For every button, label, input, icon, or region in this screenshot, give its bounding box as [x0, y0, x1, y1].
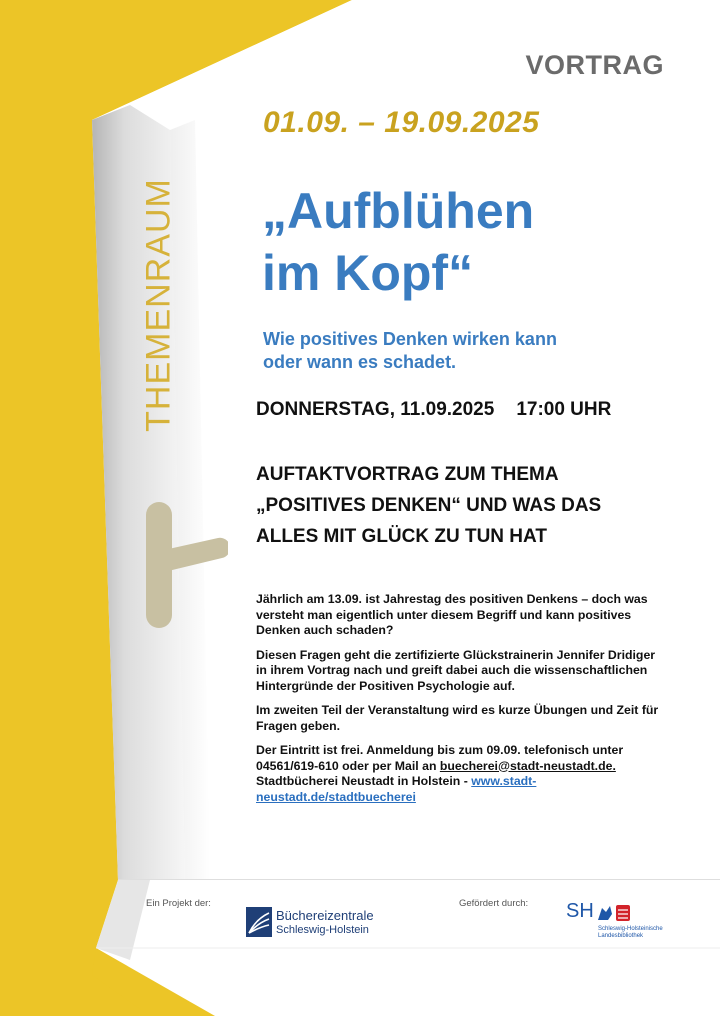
buechereizentrale-logo [246, 907, 406, 939]
page-title [262, 180, 534, 304]
event-type-label: VORTRAG [525, 50, 664, 80]
subheading-line-1: AUFTAKTVORTRAG ZUM THEMA [256, 464, 559, 485]
subtitle-line-2: oder wann es schadet. [263, 352, 457, 372]
body-paragraph-1: Jährlich am 13.09. ist Jahrestag des positiven Denkens – doch was versteht man eigentlich unter diesem Begriff und kann positives Denken auch schaden? [256, 592, 648, 637]
date-range: 01.09. – 19.09.2025 [263, 106, 540, 139]
partner1-region: Schleswig-Holstein [276, 924, 369, 936]
title-line-2: im Kopf“ [262, 245, 474, 301]
body-text [256, 592, 666, 814]
door-handle-graphic [146, 502, 228, 628]
email-link[interactable]: buecherei@stadt-neustadt.de. [439, 758, 616, 773]
website-link[interactable]: www.stadt-neustadt.de/stadtbuecherei [256, 774, 537, 804]
library-name: Stadtbücherei Neustadt in Holstein - [256, 774, 472, 788]
subheading-line-2: „POSITIVES DENKEN“ UND WAS DAS [256, 495, 602, 516]
partner1-name: Büchereizentrale [276, 908, 374, 923]
themenraum-vertical-label: THEMENRAUM [139, 178, 178, 432]
funded-label: Gefördert durch: [459, 898, 529, 909]
coat-of-arms-icon [596, 902, 632, 924]
partner2-name-line-2: Landesbibliothek [598, 933, 644, 939]
subtitle [263, 328, 557, 374]
book-waves-icon [246, 907, 272, 937]
body-paragraph-2: Diesen Fragen geht die zertifizierte Glückstrainerin Jennifer Dridiger in ihrem Vortrag nach und greift dabei auch die wissenschaftlichen Hintergründe der Positiven Psychologie auf. [256, 647, 656, 693]
partner2-abbreviation: SH [566, 900, 594, 922]
registration-text: Der Eintritt ist frei. Anmeldung bis zum 09.09. telefonisch unter 04561/619-610 oder per Mail an [256, 743, 624, 773]
project-label: Ein Projekt der: [146, 898, 211, 909]
body-paragraph-4 [256, 743, 666, 805]
event-time: 17:00 UHR [516, 399, 612, 420]
event-date: DONNERSTAG, 11.09.2025 [256, 399, 495, 420]
event-date-time [256, 399, 611, 421]
footer-divider [118, 879, 720, 880]
subheading [256, 459, 601, 552]
title-line-1: „Aufblühen [262, 183, 535, 239]
partner2-name-line-1: Schleswig-Holsteinische [598, 926, 663, 932]
subtitle-line-1: Wie positives Denken wirken kann [263, 329, 557, 349]
body-paragraph-3: Im zweiten Teil der Veranstaltung wird es kurze Übungen und Zeit für Fragen geben. [256, 703, 659, 733]
sh-landesbibliothek-logo [566, 900, 676, 952]
subheading-line-3: ALLES MIT GLÜCK ZU TUN HAT [256, 526, 547, 547]
